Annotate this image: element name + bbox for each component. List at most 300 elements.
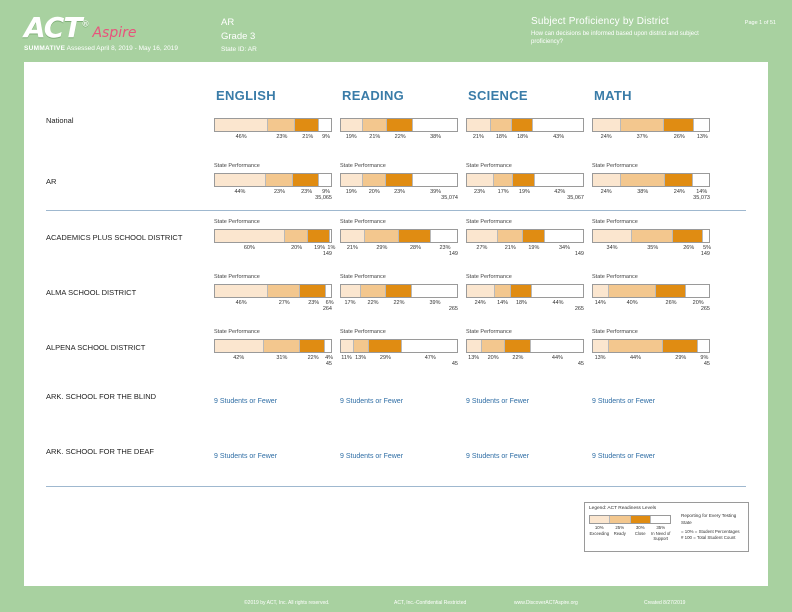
bar-percent: 37% xyxy=(636,134,648,140)
bar-percent-labels xyxy=(340,355,458,365)
bar-segment xyxy=(665,174,693,186)
student-count: 149 xyxy=(322,251,332,257)
subject-cell xyxy=(466,108,584,144)
bar-segment xyxy=(215,230,285,242)
state-performance-label: State Performance xyxy=(214,329,260,335)
subject-cell xyxy=(592,274,710,310)
bar-percent: 46% xyxy=(235,134,247,140)
proficiency-bar xyxy=(214,229,332,243)
proficiency-bar xyxy=(466,339,584,353)
bar-percent-labels xyxy=(466,355,584,365)
bar-percent: 38% xyxy=(430,134,442,140)
bar-percent: 39% xyxy=(429,300,441,306)
bar-percent: 34% xyxy=(559,245,571,251)
table-row xyxy=(24,376,768,431)
bar-percent: 24% xyxy=(474,300,486,306)
legend-note-percent: = 10% = Student Percentages xyxy=(681,528,740,534)
district-rows xyxy=(24,100,768,487)
subject-cell xyxy=(466,219,584,255)
footer-confidential: ACT, Inc.-Confidential Restricted xyxy=(394,600,467,606)
bar-percent: 24% xyxy=(600,189,612,195)
bar-percent: 21% xyxy=(346,245,358,251)
subject-cell xyxy=(340,274,458,310)
report-body xyxy=(24,62,768,586)
legend-pct-2: 30% xyxy=(635,525,645,530)
proficiency-bar xyxy=(592,339,710,353)
student-count: 45 xyxy=(451,361,458,367)
bar-segment xyxy=(285,230,308,242)
bar-percent: 19% xyxy=(345,134,357,140)
bar-percent-labels xyxy=(214,134,332,144)
table-row xyxy=(24,266,768,321)
bar-percent-labels xyxy=(592,355,710,365)
bar-segment xyxy=(341,174,363,186)
bar-segment xyxy=(533,119,583,131)
bar-percent: 22% xyxy=(512,355,524,361)
bar-segment xyxy=(505,340,531,352)
bar-percent: 21% xyxy=(504,245,516,251)
bar-percent: 29% xyxy=(376,245,388,251)
state-performance-label: State Performance xyxy=(592,163,638,169)
bar-percent: 29% xyxy=(379,355,391,361)
aspire-wordmark: Aspire xyxy=(92,25,137,41)
bar-percent: 44% xyxy=(552,300,564,306)
bar-percent-labels xyxy=(214,245,336,255)
proficiency-bar xyxy=(466,118,584,132)
bar-percent: 22% xyxy=(307,355,319,361)
bar-percent: 21% xyxy=(472,134,484,140)
summative-dates: Assessed April 8, 2019 - May 16, 2019 xyxy=(66,45,178,52)
bar-segment xyxy=(532,285,583,297)
state-performance-label xyxy=(340,108,458,116)
bar-percent: 23% xyxy=(439,245,451,251)
bar-segment xyxy=(467,119,491,131)
legend-note-count: # 100 = Total Student Count xyxy=(681,535,736,541)
bar-percent: 24% xyxy=(673,189,685,195)
subject-cell xyxy=(214,219,336,257)
bar-percent: 26% xyxy=(683,245,695,251)
bar-segment xyxy=(593,340,609,352)
summative-label: SUMMATIVE xyxy=(24,45,66,52)
footer-url: www.DiscoverACTAspire.org xyxy=(514,600,578,606)
bar-segment xyxy=(663,340,698,352)
student-count: 149 xyxy=(448,251,458,257)
bar-percent: 18% xyxy=(495,134,507,140)
bar-percent: 19% xyxy=(345,189,357,195)
bar-percent: 39% xyxy=(430,189,442,195)
bar-percent: 22% xyxy=(393,300,405,306)
few-students-note: 9 Students or Fewer xyxy=(592,453,656,460)
bar-segment xyxy=(363,119,387,131)
bar-segment xyxy=(621,119,664,131)
bar-segment xyxy=(664,119,694,131)
table-row xyxy=(24,155,768,210)
proficiency-bar xyxy=(340,284,458,298)
section-divider xyxy=(46,486,746,487)
bar-segment xyxy=(365,230,399,242)
bar-percent: 35% xyxy=(647,245,659,251)
bar-percent: 19% xyxy=(518,189,530,195)
subject-cell xyxy=(466,163,584,199)
bar-segment xyxy=(399,230,431,242)
bar-segment xyxy=(293,174,320,186)
bar-percent: 28% xyxy=(410,245,422,251)
state-performance-label xyxy=(214,108,332,116)
bar-segment xyxy=(693,174,709,186)
bar-percent: 20% xyxy=(487,355,499,361)
bar-percent: 38% xyxy=(637,189,649,195)
legend-name-exceeding: Exceeding xyxy=(589,531,610,536)
bar-segment xyxy=(341,285,361,297)
subject-cell xyxy=(592,219,710,255)
subject-cell xyxy=(340,219,458,255)
proficiency-bar xyxy=(592,284,710,298)
subject-cell xyxy=(214,274,332,310)
bar-segment xyxy=(341,119,363,131)
bar-percent-labels xyxy=(214,355,332,365)
bar-percent: 14% xyxy=(696,189,708,195)
row-label: ALMA SCHOOL DISTRICT xyxy=(46,288,137,297)
bar-percent-labels xyxy=(466,300,584,310)
bar-segment xyxy=(467,285,495,297)
bar-percent: 4% xyxy=(325,355,334,361)
bar-segment xyxy=(215,119,268,131)
bar-percent: 9% xyxy=(700,355,709,361)
bar-percent-labels xyxy=(592,134,710,144)
bar-percent: 17% xyxy=(497,189,509,195)
act-logo-text: ACT xyxy=(24,11,82,44)
bar-segment xyxy=(531,340,583,352)
subject-cell xyxy=(214,329,332,365)
state-performance-label: State Performance xyxy=(214,163,260,169)
row-label: ARK. SCHOOL FOR THE DEAF xyxy=(46,447,154,456)
student-count: 35,065 xyxy=(315,195,332,201)
bar-segment xyxy=(494,174,514,186)
subject-header-science: SCIENCE xyxy=(468,88,528,103)
bar-percent: 26% xyxy=(673,134,685,140)
bar-percent: 18% xyxy=(517,134,529,140)
bar-segment xyxy=(386,174,413,186)
legend-seg-close xyxy=(631,516,651,523)
bar-segment xyxy=(413,174,457,186)
bar-segment xyxy=(545,230,583,242)
subject-cell xyxy=(214,108,332,144)
bar-segment xyxy=(609,340,663,352)
bar-percent: 5% xyxy=(703,245,712,251)
bar-percent-labels xyxy=(592,300,710,310)
bar-percent: 34% xyxy=(606,245,618,251)
act-logo-registered: ® xyxy=(81,19,89,29)
state-performance-label: State Performance xyxy=(466,329,512,335)
subject-cell xyxy=(466,274,584,310)
bar-segment xyxy=(387,119,413,131)
subject-cell xyxy=(592,439,710,460)
subject-cell xyxy=(592,163,710,199)
student-count: 35,073 xyxy=(693,195,710,201)
bar-percent: 23% xyxy=(394,189,406,195)
brand-block xyxy=(24,11,194,54)
bar-segment xyxy=(673,230,703,242)
bar-percent: 47% xyxy=(424,355,436,361)
state-performance-label: State Performance xyxy=(340,274,386,280)
page-inner xyxy=(6,6,786,606)
table-row xyxy=(24,321,768,376)
footer-copyright: ©2019 by ACT, Inc. All rights reserved. xyxy=(244,600,330,606)
bar-percent-labels xyxy=(340,134,458,144)
legend-notes-title: Reporting for Every Testing State xyxy=(681,513,737,525)
row-label: ARK. SCHOOL FOR THE BLIND xyxy=(46,392,157,401)
footer-created: Created 8/27/2019 xyxy=(644,600,686,606)
student-count: 265 xyxy=(574,306,584,312)
bar-segment xyxy=(402,340,457,352)
proficiency-bar xyxy=(214,339,332,353)
bar-segment xyxy=(431,230,457,242)
report-header xyxy=(6,6,786,54)
bar-segment xyxy=(621,174,665,186)
bar-segment xyxy=(354,340,369,352)
subject-cell xyxy=(466,384,584,405)
bar-percent: 11% xyxy=(341,355,352,361)
legend-seg-support xyxy=(651,516,670,523)
bar-segment xyxy=(300,285,327,297)
bar-segment xyxy=(512,119,533,131)
bar-percent: 20% xyxy=(692,300,704,306)
proficiency-bar xyxy=(214,173,332,187)
bar-percent: 14% xyxy=(497,300,509,306)
bar-percent: 9% xyxy=(322,134,331,140)
subject-cell xyxy=(466,439,584,460)
legend-seg-ready xyxy=(610,516,630,523)
bar-segment xyxy=(511,285,532,297)
bar-percent: 43% xyxy=(553,134,565,140)
bar-segment xyxy=(703,230,709,242)
bar-percent: 13% xyxy=(355,355,367,361)
proficiency-bar xyxy=(340,229,458,243)
subject-header-math: MATH xyxy=(594,88,632,103)
student-count: 45 xyxy=(703,361,710,367)
bar-segment xyxy=(215,340,264,352)
bar-percent: 17% xyxy=(344,300,356,306)
proficiency-bar xyxy=(340,339,458,353)
subject-cell xyxy=(592,384,710,405)
table-row xyxy=(24,431,768,486)
bar-percent: 1% xyxy=(327,245,336,251)
few-students-note: 9 Students or Fewer xyxy=(340,398,404,405)
bar-percent: 23% xyxy=(273,189,285,195)
bar-segment xyxy=(413,119,457,131)
page-number: Page 1 of 51 xyxy=(744,20,776,26)
legend-pct-0: 10% xyxy=(594,525,604,530)
subject-cell xyxy=(340,439,458,460)
subject-cell xyxy=(592,329,710,365)
proficiency-bar xyxy=(466,284,584,298)
state-performance-label: State Performance xyxy=(466,219,512,225)
subject-cell xyxy=(466,329,584,365)
header-center xyxy=(221,16,257,54)
legend-title: Legend: ACT Readiness Levels xyxy=(589,506,657,511)
bar-percent-labels xyxy=(340,300,458,310)
bar-segment xyxy=(495,285,511,297)
legend xyxy=(584,502,749,552)
table-row xyxy=(24,211,768,266)
bar-percent: 22% xyxy=(394,134,406,140)
bar-percent: 19% xyxy=(314,245,326,251)
bar-percent: 13% xyxy=(594,355,606,361)
row-label: ALPENA SCHOOL DISTRICT xyxy=(46,343,146,352)
bar-percent: 27% xyxy=(278,300,290,306)
subject-cell xyxy=(340,329,458,365)
bar-segment xyxy=(593,119,621,131)
state-performance-label: State Performance xyxy=(214,219,260,225)
bar-percent-labels xyxy=(340,245,458,255)
bar-percent: 9% xyxy=(322,189,331,195)
proficiency-bar xyxy=(592,173,710,187)
student-count: 35,067 xyxy=(567,195,584,201)
bar-segment xyxy=(656,285,686,297)
bar-segment xyxy=(341,340,354,352)
report-subtitle: How can decisions be informed based upon district and subject proficiency? xyxy=(531,31,699,46)
bar-segment xyxy=(326,285,331,297)
bar-segment xyxy=(268,119,295,131)
bar-percent: 23% xyxy=(301,189,313,195)
bar-segment xyxy=(694,119,709,131)
header-right xyxy=(531,16,746,47)
bar-segment xyxy=(593,230,632,242)
bar-percent: 31% xyxy=(276,355,288,361)
proficiency-bar xyxy=(466,229,584,243)
bar-segment xyxy=(319,174,331,186)
few-students-note: 9 Students or Fewer xyxy=(466,453,530,460)
bar-percent: 44% xyxy=(551,355,563,361)
state-performance-label: State Performance xyxy=(592,329,638,335)
student-count: 265 xyxy=(700,306,710,312)
few-students-note: 9 Students or Fewer xyxy=(592,398,656,405)
bar-segment xyxy=(467,340,482,352)
grade-level: Grade 3 xyxy=(221,31,256,43)
subject-cell xyxy=(214,163,332,199)
subject-header-row xyxy=(24,62,768,103)
bar-percent: 20% xyxy=(368,189,380,195)
state-performance-label: State Performance xyxy=(340,219,386,225)
bar-percent: 24% xyxy=(600,134,612,140)
bar-segment xyxy=(341,230,365,242)
proficiency-bar xyxy=(214,118,332,132)
bar-percent: 27% xyxy=(476,245,488,251)
bar-percent: 21% xyxy=(369,134,381,140)
bar-segment xyxy=(412,285,457,297)
proficiency-bar xyxy=(592,118,710,132)
bar-segment xyxy=(264,340,300,352)
subject-cell xyxy=(340,163,458,199)
bar-percent: 6% xyxy=(325,300,334,306)
bar-segment xyxy=(593,174,621,186)
state-performance-label: State Performance xyxy=(466,274,512,280)
row-label: ACADEMICS PLUS SCHOOL DISTRICT xyxy=(46,233,183,242)
bar-percent: 60% xyxy=(243,245,255,251)
bar-percent: 13% xyxy=(468,355,480,361)
bar-segment xyxy=(686,285,709,297)
bar-segment xyxy=(523,230,545,242)
bar-segment xyxy=(609,285,655,297)
bar-segment xyxy=(698,340,709,352)
bar-segment xyxy=(215,174,266,186)
state-code: AR xyxy=(221,17,235,28)
row-label: National xyxy=(46,116,74,125)
bar-percent-labels xyxy=(466,134,584,144)
legend-name-support: In Need of Support xyxy=(651,531,671,541)
bar-percent-labels xyxy=(214,300,332,310)
student-count: 265 xyxy=(448,306,458,312)
bar-segment xyxy=(386,285,412,297)
bar-segment xyxy=(632,230,673,242)
bar-percent: 26% xyxy=(665,300,677,306)
table-row xyxy=(24,100,768,155)
bar-segment xyxy=(319,119,331,131)
summative-info xyxy=(24,45,192,54)
bar-segment xyxy=(215,285,268,297)
bar-segment xyxy=(593,285,609,297)
bar-segment xyxy=(467,174,494,186)
bar-segment xyxy=(268,285,299,297)
state-performance-label xyxy=(592,108,710,116)
state-performance-label: State Performance xyxy=(466,163,512,169)
legend-name-ready: Ready xyxy=(613,531,626,536)
subject-header-english: ENGLISH xyxy=(216,88,276,103)
proficiency-bar xyxy=(592,229,710,243)
student-count: 45 xyxy=(577,361,584,367)
bar-percent: 23% xyxy=(308,300,320,306)
state-id: State ID: AR xyxy=(221,45,257,53)
legend-level-names xyxy=(589,531,671,541)
bar-percent: 40% xyxy=(626,300,638,306)
state-performance-label: State Performance xyxy=(340,163,386,169)
bar-segment xyxy=(491,119,512,131)
proficiency-bar xyxy=(214,284,332,298)
subject-header-reading: READING xyxy=(342,88,405,103)
legend-notes xyxy=(681,513,747,542)
proficiency-bar xyxy=(466,173,584,187)
bar-segment xyxy=(467,230,498,242)
bar-percent-labels xyxy=(466,245,584,255)
few-students-note: 9 Students or Fewer xyxy=(214,453,278,460)
bar-segment xyxy=(266,174,293,186)
student-count: 149 xyxy=(574,251,584,257)
bar-segment xyxy=(325,340,331,352)
bar-percent: 44% xyxy=(234,189,246,195)
state-performance-label xyxy=(466,108,584,116)
legend-bar xyxy=(589,515,671,524)
legend-percentages xyxy=(589,525,671,530)
subject-cell xyxy=(340,384,458,405)
subject-cell xyxy=(592,108,710,144)
legend-pct-1: 25% xyxy=(615,525,625,530)
bar-segment xyxy=(498,230,522,242)
bar-percent: 14% xyxy=(594,300,606,306)
state-performance-label: State Performance xyxy=(592,274,638,280)
bar-percent: 42% xyxy=(233,355,245,361)
legend-pct-3: 35% xyxy=(656,525,666,530)
student-count: 35,074 xyxy=(441,195,458,201)
bar-percent: 13% xyxy=(696,134,708,140)
student-count: 264 xyxy=(322,306,332,312)
bar-percent: 29% xyxy=(675,355,687,361)
state-performance-label: State Performance xyxy=(214,274,260,280)
subject-cell xyxy=(214,439,332,460)
legend-scale xyxy=(589,515,673,541)
subject-cell xyxy=(214,384,332,405)
bar-segment xyxy=(295,119,319,131)
legend-seg-exceeding xyxy=(590,516,610,523)
